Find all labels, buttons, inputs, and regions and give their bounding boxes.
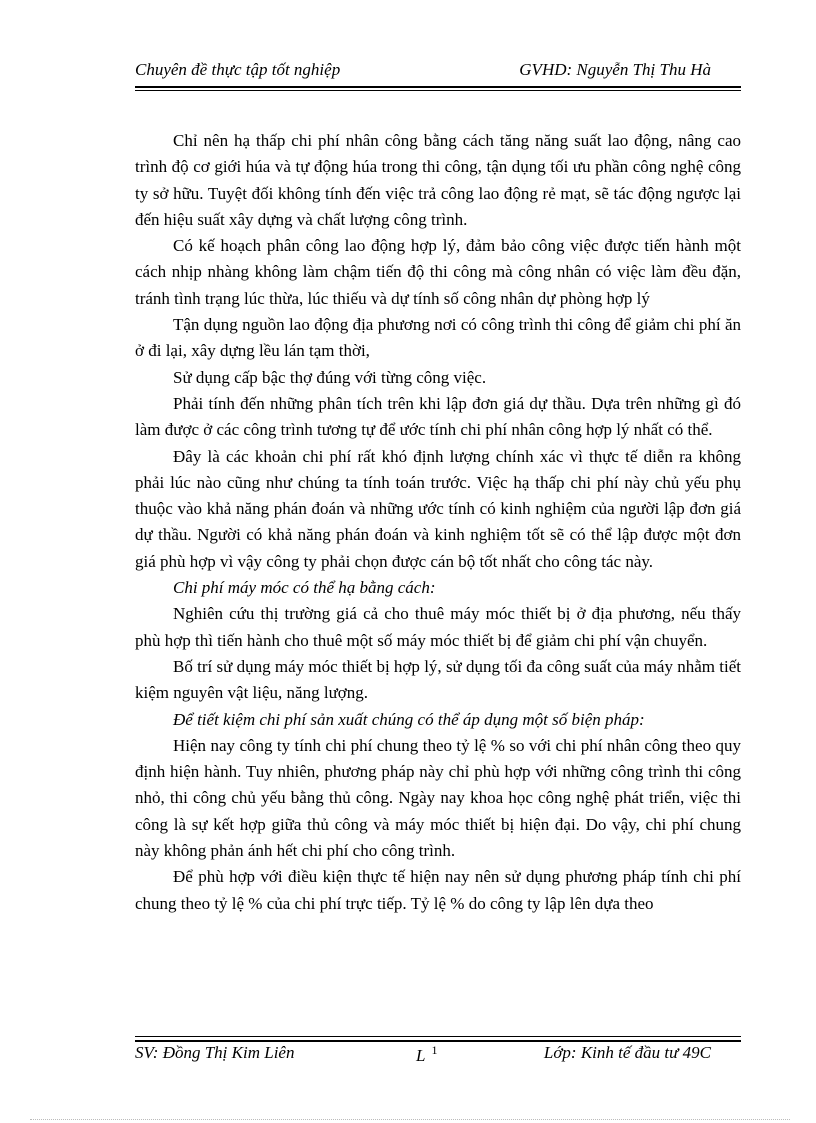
header-divider — [135, 86, 741, 91]
footer-student: SV: Đồng Thị Kim Liên — [135, 1043, 295, 1062]
paragraph: Hiện nay công ty tính chi phí chung theo tỷ lệ % so với chi phí nhân công theo quy định hiện hành. Tuy nhiên, phương pháp này chỉ phù hợp với những công trình thi công nhỏ, thi công chủ yếu bằng thủ công. Ngày nay khoa học công nghệ phát triển, việc thi công là sự kết hợp giữa thủ công và máy móc thiết bị hiện đại. Do vậy, chi phí chung này không phản ánh hết chi phí cho công trình. — [135, 735, 741, 861]
footer-page-letter: L — [416, 1046, 426, 1065]
header-right-advisor: GVHD: Nguyễn Thị Thu Hà — [519, 60, 711, 79]
paragraph: Tận dụng nguồn lao động địa phương nơi có công trình thi công để giảm chi phí ăn ở đi lại, xây dựng lều lán tạm thời, — [135, 315, 741, 361]
page-number: 1 — [431, 1043, 438, 1057]
paragraph: Để phù hợp với điều kiện thực tế hiện nay nên sử dụng phương pháp tính chi phí chung theo tỷ lệ % của chi phí trực tiếp. Tỷ lệ % do công ty lập lên dựa theo — [135, 867, 741, 913]
paragraph: Có kế hoạch phân công lao động hợp lý, đảm bảo công việc được tiến hành một cách nhịp nhàng không làm chậm tiến độ thi công mà công nhân có việc làm đều đặn, tránh tình trạng lúc thừa, lúc thiếu và dự tính số công nhân dự phòng hợp lý — [135, 236, 741, 308]
body-text — [135, 128, 741, 917]
page-header — [135, 60, 741, 84]
paragraph-heading: Để tiết kiệm chi phí sản xuất chúng có thể áp dụng một số biện pháp: — [173, 709, 645, 729]
paragraph: Bố trí sử dụng máy móc thiết bị hợp lý, sử dụng tối đa công suất của máy nhằm tiết kiệm nguyên vật liệu, năng lượng. — [135, 656, 741, 703]
paragraph-heading: Chi phí máy móc có thể hạ bằng cách: — [173, 578, 436, 598]
header-left-title: Chuyên đề thực tập tốt nghiệp — [135, 60, 341, 79]
paragraph: Chỉ nên hạ thấp chi phí nhân công bằng cách tăng năng suất lao động, nâng cao trình độ cơ giới húa và tự động húa trong thi công, tận dụng tối ưu phần công nghệ công ty sở hữu. Tuyệt đối không tính đến việc trả công lao động rẻ mạt, sẽ tác động ngược lại đến hiệu suất xây dựng và chất lượng công trình. — [135, 131, 741, 229]
footer-class: Lớp: Kinh tế đầu tư 49C — [543, 1043, 711, 1062]
page-footer — [135, 1043, 741, 1067]
paragraph: Phải tính đến những phân tích trên khi lập đơn giá dự thầu. Dựa trên những gì đó làm được ở các công trình tương tự để ước tính chi phí nhân công hợp lý nhất có thể. — [135, 393, 741, 440]
footer-page-marker — [416, 1043, 437, 1066]
paragraph: Nghiên cứu thị trường giá cả cho thuê máy móc thiết bị ở địa phương, nếu thấy phù hợp thì tiến hành cho thuê một số máy móc thiết bị để giảm chi phí vận chuyển. — [135, 604, 741, 650]
paragraph: Đây là các khoản chi phí rất khó định lượng chính xác vì thực tế diễn ra không phải lúc nào cũng như chúng ta tính toán trước. Việc hạ thấp chi phí này chủ yếu phụ thuộc vào khả năng phán đoán và những ước tính có kinh nghiệm của người lập đơn giá dự thầu. Người có khả năng phán đoán và kinh nghiệm tốt sẽ có thể lập được một đơn giá phù hợp vì vậy công ty phải chọn được cán bộ tốt nhất cho công tác này. — [135, 446, 741, 571]
footer-divider — [135, 1036, 741, 1042]
paragraph: Sử dụng cấp bậc thợ đúng với từng công việc. — [173, 367, 487, 387]
page-bottom-edge — [30, 1119, 790, 1120]
